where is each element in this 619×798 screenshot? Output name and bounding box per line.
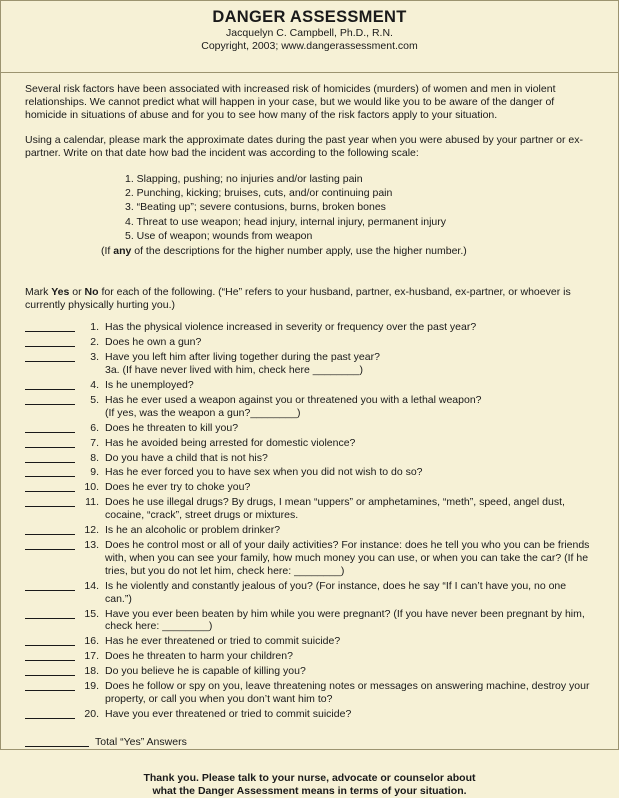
question-text: Do you have a child that is not his?: [105, 451, 268, 464]
question-text: Has he ever forced you to have sex when you did not wish to do so?: [105, 466, 423, 479]
question-text: Does he control most or all of your daily activities? For instance: does he tell you who you can be friends with, when you can see your family, how much money you can use, or when you can take the car? (If he tries, but you do not let him, check here: ________): [105, 539, 590, 577]
question-text: Is he violently and constantly jealous of you? (For instance, does he say “If I can’t have you, no one can.”): [105, 579, 567, 605]
question-text: Does he threaten to kill you?: [105, 421, 239, 434]
answer-blank[interactable]: [25, 650, 75, 661]
form-title: DANGER ASSESSMENT: [212, 8, 407, 26]
question-row: [25, 321, 594, 334]
question-number: 4.: [90, 378, 99, 391]
answer-blank[interactable]: [25, 524, 75, 535]
answer-blank[interactable]: [25, 351, 75, 362]
question-text-block: [105, 496, 594, 522]
scale-item: 5. Use of weapon; wounds from weapon: [125, 229, 313, 242]
question-number: 9.: [90, 466, 99, 479]
question-text: Have you ever been beaten by him while you were pregnant? (If you have never been pregnant by him, check here: ________): [105, 607, 585, 633]
question-number: 16.: [84, 635, 99, 648]
question-row: [25, 496, 594, 522]
question-row: [25, 351, 594, 377]
answer-blank[interactable]: [25, 466, 75, 477]
question-text-block: [105, 665, 594, 678]
question-row: [25, 466, 594, 479]
question-text: Has the physical violence increased in severity or frequency over the past year?: [105, 321, 477, 334]
scale-note-after: of the descriptions for the higher number apply, use the higher number.): [131, 245, 467, 258]
question-text: Has he ever threatened or tried to commit suicide?: [105, 635, 341, 648]
question-row: [25, 379, 594, 392]
question-row: [25, 452, 594, 465]
question-row: [25, 481, 594, 494]
question-text: Does he ever try to choke you?: [105, 481, 251, 494]
severity-scale: [25, 172, 594, 243]
question-row: [25, 336, 594, 349]
question-text-block: [105, 422, 594, 435]
question-text-block: [105, 452, 594, 465]
mark-instructions: [25, 286, 594, 312]
question-number: 14.: [84, 579, 99, 592]
mark-or: or: [69, 286, 85, 299]
answer-blank[interactable]: [25, 452, 75, 463]
mark-rest: for each of the following. (“He” refers to your husband, partner, ex-husband, ex-partner, or whoever is currently physically hurting you.): [25, 286, 571, 312]
copyright-line: Copyright, 2003; www.dangerassessment.com: [201, 40, 418, 52]
thank-you-line-1: Thank you. Please talk to your nurse, advocate or counselor about: [143, 771, 476, 784]
question-number: 8.: [90, 451, 99, 464]
question-row: [25, 539, 594, 577]
question-text-block: [105, 635, 594, 648]
question-text: Has he ever used a weapon against you or threatened you with a lethal weapon?: [105, 393, 482, 406]
scale-item: 1. Slapping, pushing; no injuries and/or lasting pain: [125, 173, 363, 185]
question-row: [25, 635, 594, 648]
scale-item: 3. “Beating up”; severe contusions, burns, broken bones: [125, 201, 386, 214]
scale-note-bold: any: [113, 245, 132, 258]
question-row: [25, 708, 594, 721]
question-text-block: [105, 608, 594, 634]
answer-blank[interactable]: [25, 321, 75, 332]
question-subtext: 3a. (If have never lived with him, check here ________): [105, 363, 363, 376]
question-text: Does he own a gun?: [105, 336, 202, 348]
question-text: Do you believe he is capable of killing you?: [105, 665, 306, 678]
question-text-block: [105, 580, 594, 606]
question-number: 2.: [90, 336, 99, 348]
question-row: [25, 524, 594, 537]
answer-blank[interactable]: [25, 481, 75, 492]
question-number: 12.: [84, 524, 99, 537]
question-text: Does he follow or spy on you, leave threatening notes or messages on answering machine, destroy your property, or call you when you don’t want him to?: [105, 680, 590, 706]
answer-blank[interactable]: [25, 635, 75, 646]
question-text-block: [105, 394, 594, 420]
answer-blank[interactable]: [25, 665, 75, 676]
answer-blank[interactable]: [25, 379, 75, 390]
answer-blank[interactable]: [25, 539, 75, 550]
thank-you-line-2: what the Danger Assessment means in terms of your situation.: [152, 784, 467, 797]
intro-paragraph: Several risk factors have been associated with increased risk of homicides (murders) of women and men in violent relationships. We cannot predict what will happen in your case, but we would like you to be aware of the danger of homicide in situations of abuse and for you to see how many of the risk factors apply to your situation.: [25, 83, 556, 121]
question-number: 17.: [84, 650, 99, 663]
mark-prefix: Mark: [25, 286, 52, 299]
question-text: Does he threaten to harm your children?: [105, 650, 293, 663]
question-number: 13.: [84, 539, 99, 552]
question-subtext: (If yes, was the weapon a gun?________): [105, 406, 301, 419]
question-row: [25, 422, 594, 435]
question-row: [25, 680, 594, 706]
question-row: [25, 437, 594, 450]
question-number: 10.: [84, 481, 99, 494]
question-row: [25, 650, 594, 663]
question-text: Is he an alcoholic or problem drinker?: [105, 524, 281, 537]
answer-blank[interactable]: [25, 708, 75, 719]
answer-blank[interactable]: [25, 496, 75, 507]
form-header: [1, 1, 618, 73]
question-text: Has he avoided being arrested for domestic violence?: [105, 436, 356, 449]
question-row: [25, 394, 594, 420]
question-text-block: [105, 650, 594, 663]
question-number: 19.: [84, 680, 99, 693]
answer-blank[interactable]: [25, 336, 75, 347]
calendar-instructions: Using a calendar, please mark the approximate dates during the past year when you were abused by your partner or ex-partner. Write on that date how bad the incident was according to the following scale:: [25, 134, 583, 159]
question-number: 11.: [85, 496, 99, 509]
answer-blank[interactable]: [25, 680, 75, 691]
question-text-block: [105, 379, 594, 392]
author-line: Jacquelyn C. Campbell, Ph.D., R.N.: [226, 27, 393, 39]
question-number: 6.: [90, 421, 99, 434]
total-label: Total “Yes” Answers: [95, 735, 187, 748]
question-number: 15.: [84, 607, 99, 620]
question-text-block: [105, 539, 594, 577]
answer-blank[interactable]: [25, 437, 75, 448]
question-number: 20.: [84, 708, 99, 721]
question-row: [25, 665, 594, 678]
question-number: 5.: [90, 393, 99, 406]
question-text-block: [105, 336, 594, 349]
question-number: 1.: [90, 321, 99, 334]
question-row: [25, 580, 594, 606]
question-text-block: [105, 351, 594, 377]
answer-blank[interactable]: [25, 608, 75, 619]
question-text-block: [105, 524, 594, 537]
answer-blank[interactable]: [25, 394, 75, 405]
question-text: Have you left him after living together during the past year?: [105, 350, 380, 363]
total-answer-blank[interactable]: [25, 736, 89, 747]
scale-item: 2. Punching, kicking; bruises, cuts, and/or continuing pain: [125, 187, 393, 200]
scale-note: [25, 245, 594, 258]
question-row: [25, 608, 594, 634]
question-text: Is he unemployed?: [105, 378, 194, 391]
question-text-block: [105, 321, 594, 334]
question-text-block: [105, 708, 594, 721]
total-row: [25, 736, 594, 749]
question-list: [25, 321, 594, 721]
scale-note-before: (If: [101, 245, 114, 258]
mark-yes: Yes: [51, 286, 70, 299]
answer-blank[interactable]: [25, 422, 75, 433]
question-text: Does he use illegal drugs? By drugs, I mean “uppers” or amphetamines, “meth”, speed, angel dust, cocaine, “crack”, street drugs or mixtures.: [105, 496, 565, 522]
question-text-block: [105, 481, 594, 494]
question-text-block: [105, 466, 594, 479]
thank-you-note: [25, 772, 594, 798]
mark-no: No: [84, 286, 99, 299]
question-number: 7.: [90, 436, 99, 449]
form-body: [1, 73, 618, 798]
question-text: Have you ever threatened or tried to commit suicide?: [105, 708, 352, 721]
scale-item: 4. Threat to use weapon; head injury, internal injury, permanent injury: [125, 215, 447, 228]
answer-blank[interactable]: [25, 580, 75, 591]
question-text-block: [105, 437, 594, 450]
question-number: 18.: [84, 665, 99, 678]
question-text-block: [105, 680, 594, 706]
question-number: 3.: [90, 350, 99, 363]
